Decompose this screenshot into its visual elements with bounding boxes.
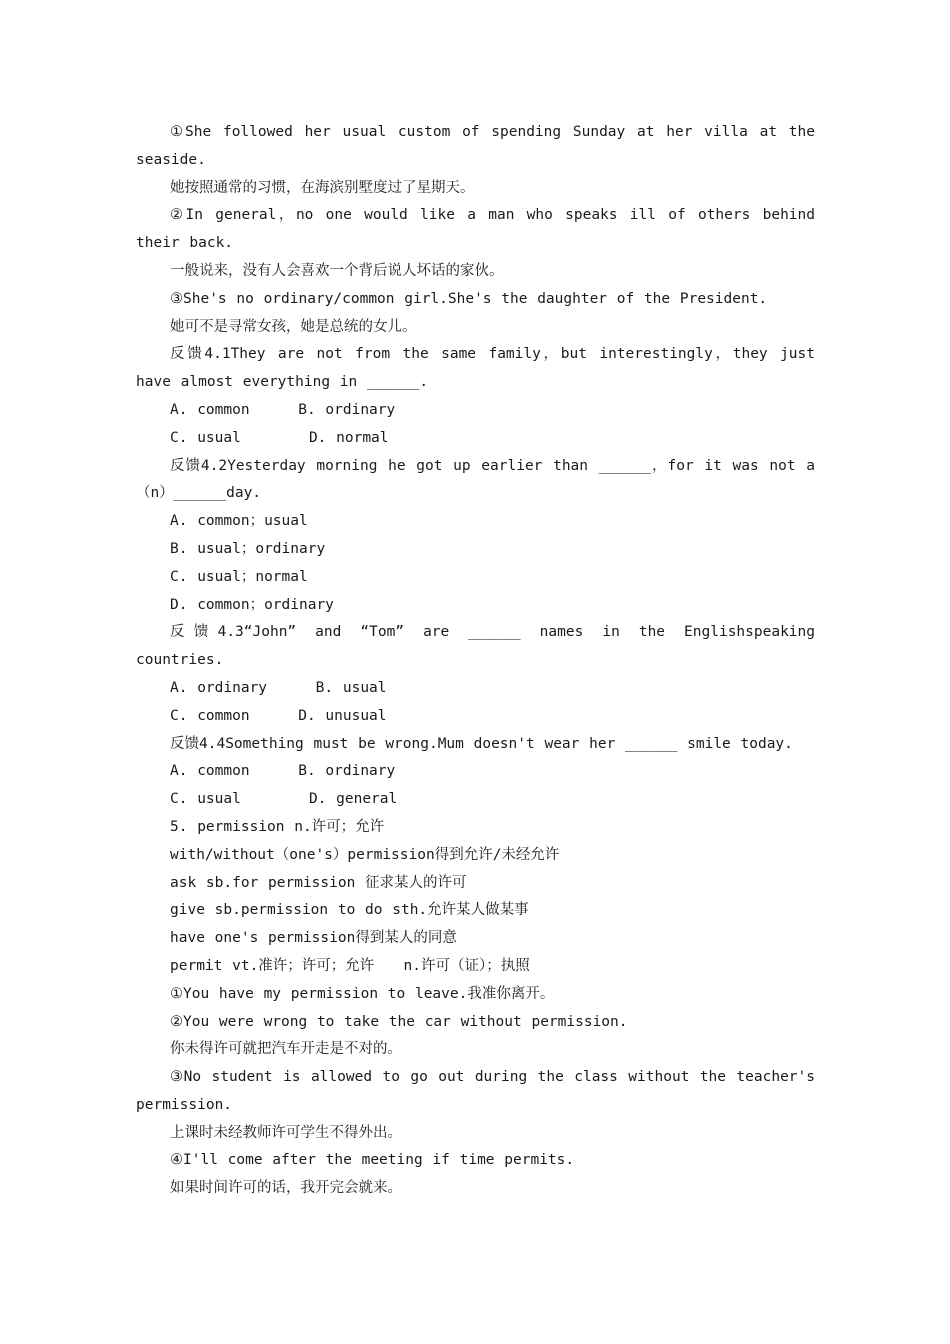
exercise-4-2-option-a: A. common；usual	[170, 513, 308, 530]
exercise-4-2-question: 反馈4.2Yesterday morning he got up earlier than ______，for it was not a（n）______day.	[136, 457, 815, 502]
word-5-example-1: ①You have my permission to leave.我准你离开。	[170, 985, 555, 1002]
exercise-4-4-question: 反馈4.4Something must be wrong.Mum doesn't wear her ______ smile today.	[170, 735, 793, 752]
word-5-example-2-english: ②You were wrong to take the car without permission.	[170, 1013, 628, 1030]
exercise-4-2-option-c: C. usual；normal	[170, 568, 308, 585]
exercise-4-1-options-cd: C. usual D. normal	[170, 429, 389, 446]
word-5-example-4-chinese: 如果时间许可的话，我开完会就来。	[170, 1180, 402, 1197]
example-1-chinese: 她按照通常的习惯，在海滨别墅度过了星期天。	[170, 179, 475, 196]
example-2-chinese: 一般说来，没有人会喜欢一个背后说人坏话的家伙。	[170, 262, 504, 279]
exercise-4-4-options-ab: A. common B. ordinary	[170, 763, 396, 780]
word-5-example-4-english: ④I'll come after the meeting if time permits.	[170, 1152, 575, 1169]
exercise-4-3-question: 反馈4.3“John” and “Tom” are ______ names in the Englishspeaking countries.	[136, 624, 825, 669]
example-3-chinese: 她可不是寻常女孩，她是总统的女儿。	[170, 318, 417, 335]
exercise-4-2-option-d: D. common；ordinary	[170, 596, 334, 613]
exercise-4-1-options-ab: A. common B. ordinary	[170, 401, 396, 418]
word-5-phrase-ask: ask sb.for permission 征求某人的许可	[170, 874, 467, 891]
document-page	[136, 119, 825, 1203]
word-5-heading: 5. permission n.许可；允许	[170, 818, 385, 835]
exercise-4-3-options-ab: A. ordinary B. usual	[170, 679, 387, 696]
word-5-phrase-have: have one's permission得到某人的同意	[170, 930, 457, 947]
exercise-4-4-options-cd: C. usual D. general	[170, 791, 398, 808]
word-5-example-2-chinese: 你未得许可就把汽车开走是不对的。	[170, 1041, 402, 1058]
word-5-example-3-english: ③No student is allowed to go out during the class without the teacher's permission.	[136, 1069, 825, 1113]
exercise-4-3-options-cd: C. common D. unusual	[170, 707, 387, 724]
word-5-example-3-chinese: 上课时未经教师许可学生不得外出。	[170, 1124, 402, 1141]
word-5-phrase-with-without: with/without（one's）permission得到允许/未经允许	[170, 846, 560, 863]
exercise-4-1-question: 反馈4.1They are not from the same family，but interestingly，they just have almost everything in ______.	[136, 346, 825, 391]
exercise-4-2-option-b: B. usual；ordinary	[170, 540, 326, 557]
example-1-english: ①She followed her usual custom of spending Sunday at her villa at the seaside.	[136, 124, 825, 168]
example-2-english: ②In general，no one would like a man who speaks ill of others behind their back.	[136, 207, 825, 252]
word-5-phrase-give: give sb.permission to do sth.允许某人做某事	[170, 902, 529, 919]
word-5-permit-definition: permit vt.准许；许可；允许 n.许可（证）；执照	[170, 957, 530, 974]
example-3-english: ③She's no ordinary/common girl.She's the daughter of the President.	[170, 290, 768, 307]
